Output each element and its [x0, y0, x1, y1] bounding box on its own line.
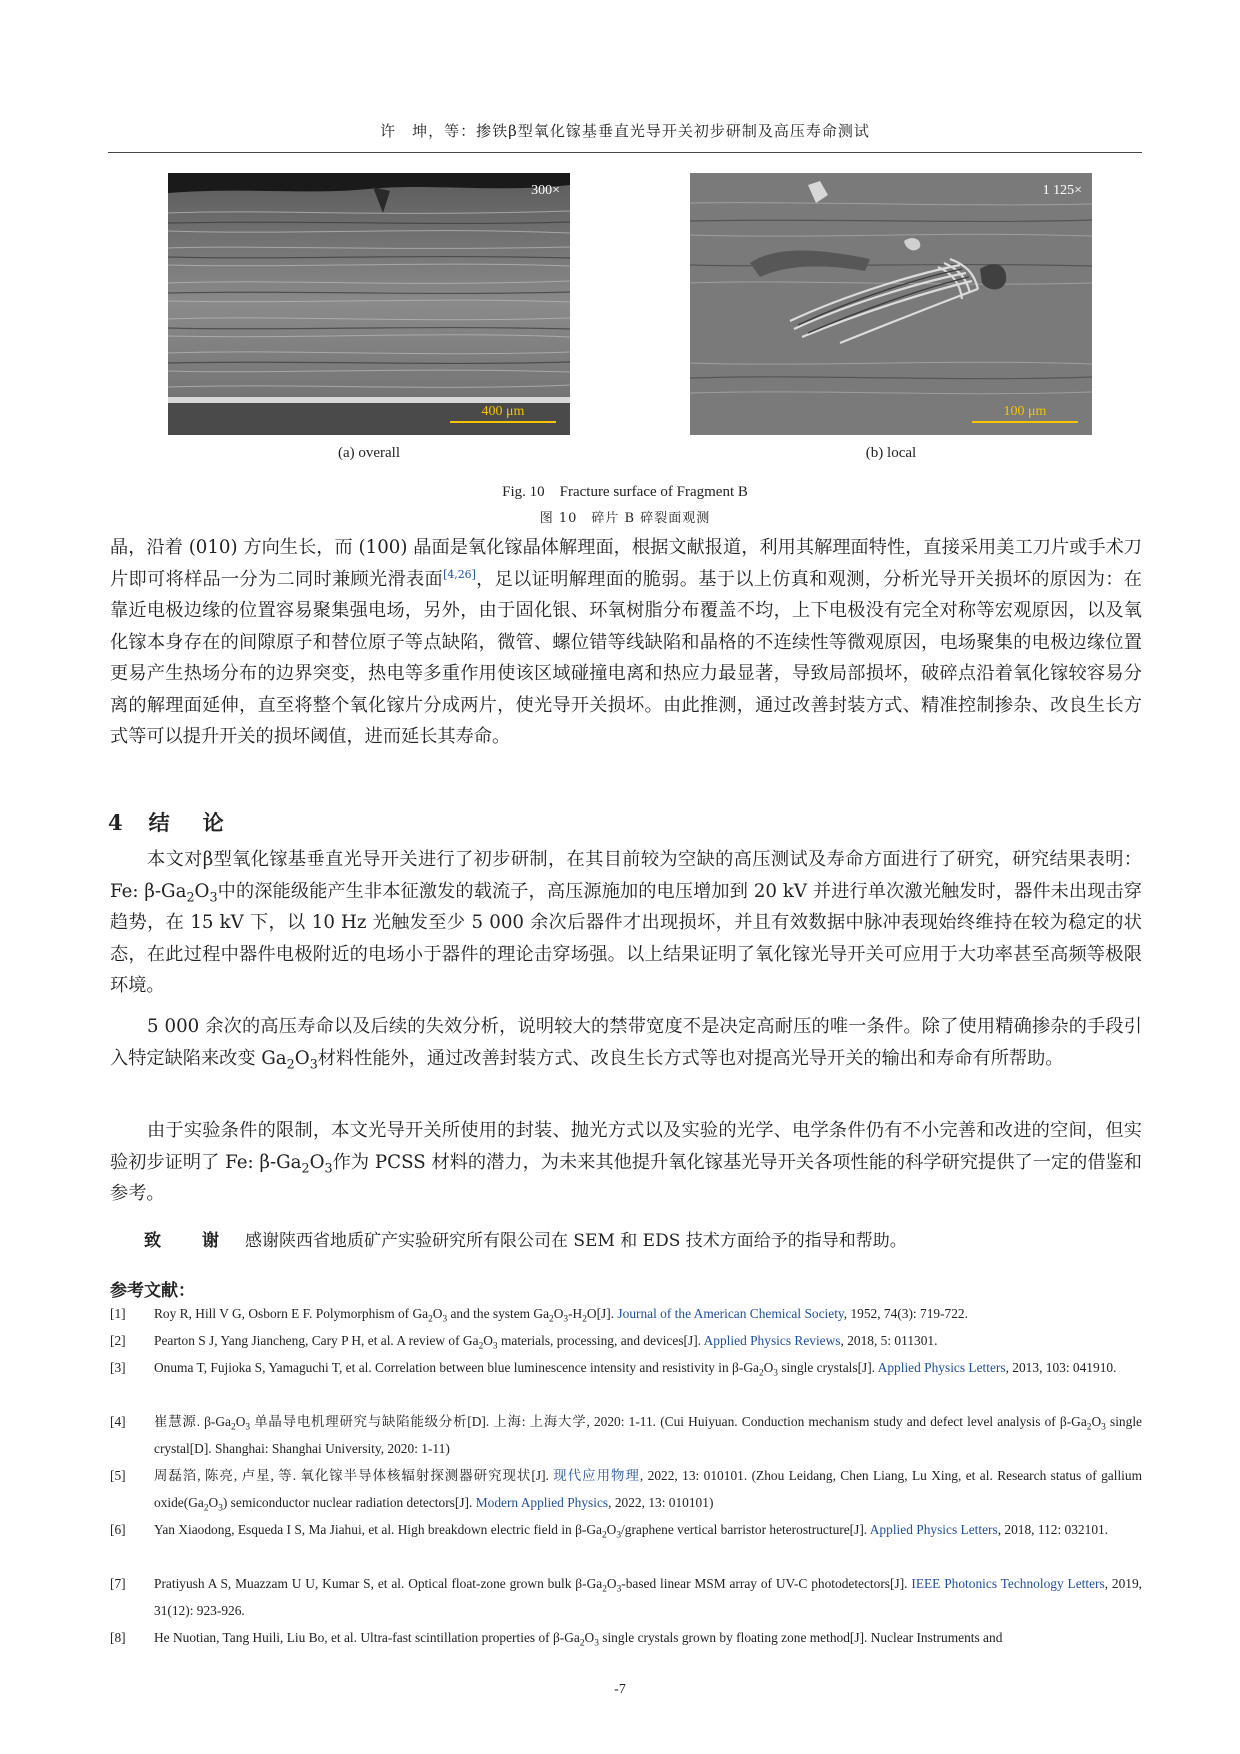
scale-bar-label: 100 μm — [1003, 404, 1047, 419]
reference-number: [2] — [110, 1333, 126, 1348]
ref-part: , 2018, 112: 032101. — [997, 1522, 1109, 1537]
paragraph-text: 晶，沿着 (010) 方向生长，而 (100) 晶面是氧化镓晶体解理面，根据文献报道，利用其解理面特性，直接采用美工刀片或手术刀片即可将样品一分为二同时兼顾光滑表面 — [110, 537, 1142, 590]
subscript: 2 — [1086, 1422, 1092, 1433]
subscript: 2 — [231, 1422, 236, 1433]
journal-link[interactable]: IEEE Photonics Technology Letters — [911, 1576, 1105, 1591]
reference-item — [110, 1354, 1142, 1381]
reference-item — [110, 1624, 1142, 1651]
formula-part: O — [432, 1306, 443, 1321]
subscript: 3 — [492, 1341, 498, 1352]
ref-part: 单晶导电机理研究与缺陷能级分析[D]. 上海: 上海大学, 2020: 1-11. (Cui Huiyuan. Conduction mechanism study and defect level analysis of β-Ga — [250, 1414, 1087, 1429]
subscript: 3 — [309, 1057, 318, 1073]
magnification-label: 1 125× — [1042, 183, 1082, 198]
references-title: 参考文献： — [110, 1281, 195, 1301]
subscript: 2 — [601, 1530, 607, 1541]
subscript: 2 — [286, 1057, 295, 1073]
formula-part: O — [294, 1047, 310, 1069]
formula-part: O — [606, 1576, 617, 1591]
ref-part: Pratiyush A S, Muazzam U U, Kumar S, et al. Optical float-zone grown bulk β-Ga — [154, 1576, 603, 1591]
reference-number: [8] — [110, 1630, 126, 1645]
reference-item — [110, 1570, 1142, 1624]
subscript: 3 — [324, 1161, 333, 1177]
reference-text — [154, 1354, 1142, 1381]
subscript: 3 — [442, 1314, 448, 1325]
ref-part: /graphene vertical barristor heterostructure[J]. — [621, 1522, 870, 1537]
ref-part: Yan Xiaodong, Esqueda I S, Ma Jiahui, et al. High breakdown electric field in β-Ga — [154, 1522, 602, 1537]
reference-text — [154, 1327, 1142, 1354]
reference-text — [154, 1300, 1142, 1327]
subscript: 3 — [209, 890, 218, 906]
sem-texture-overall — [168, 173, 570, 435]
ref-part: , 2022, 13: 010101) — [608, 1495, 714, 1510]
ref-part: , 1952, 74(3): 719-722. — [843, 1306, 968, 1321]
subscript: 3 — [1101, 1422, 1106, 1433]
reference-number: [3] — [110, 1360, 126, 1375]
paragraph-text: 作为 PCSS 材料的潜力，为未来其他提升氧化镓基光导开关各项性能的科学研究提供了一定的借鉴和参考。 — [110, 1151, 1142, 1204]
formula-part: O — [235, 1414, 246, 1429]
subscript: 2 — [602, 1584, 607, 1595]
subscript: 2 — [186, 890, 195, 906]
ref-part: ) semiconductor nuclear radiation detectors[J]. — [222, 1495, 476, 1510]
subscript: 2 — [758, 1368, 764, 1379]
formula-part: O — [584, 1630, 595, 1645]
reference-item — [110, 1300, 1142, 1327]
acknowledgement-text: 感谢陕西省地质矿产实验研究所有限公司在 SEM 和 EDS 技术方面给予的指导和帮助。 — [245, 1231, 907, 1251]
body-paragraph-4 — [110, 1115, 1142, 1210]
ref-part: Pearton S J, Yang Jiancheng, Cary P H, et al. A review of Ga — [154, 1333, 479, 1348]
journal-link[interactable]: Modern Applied Physics — [475, 1495, 609, 1510]
reference-number: [6] — [110, 1522, 126, 1537]
figure-caption-chinese: 图 10 碎片 B 碎裂面观测 — [539, 511, 711, 526]
formula-part: O — [606, 1522, 617, 1537]
subfigure-caption-a: (a) overall — [337, 445, 401, 461]
ref-part: -based linear MSM array of UV-C photodetectors[J]. — [621, 1576, 912, 1591]
section-number: 4 — [108, 810, 129, 835]
page-number: -7 — [614, 1682, 626, 1697]
subscript: 2 — [579, 1638, 585, 1649]
reference-text — [154, 1462, 1142, 1516]
sem-image-local — [690, 173, 1092, 435]
sem-texture-local — [690, 173, 1092, 435]
journal-link[interactable]: 现代应用物理 — [553, 1468, 640, 1483]
subfigure-caption-b: (b) local — [865, 445, 917, 461]
ref-part: O[J]. — [586, 1306, 618, 1321]
sem-image-overall — [168, 173, 570, 435]
scale-bar-label: 400 μm — [481, 404, 525, 419]
reference-item — [110, 1327, 1142, 1354]
formula-part: O — [483, 1333, 493, 1348]
acknowledgement-label: 致 谢 — [144, 1231, 231, 1251]
reference-number: [1] — [110, 1306, 126, 1321]
subscript: 2 — [428, 1314, 433, 1325]
formula-part: O — [194, 880, 210, 902]
journal-link[interactable]: Applied Physics Letters — [869, 1522, 998, 1537]
subscript: 3 — [616, 1530, 622, 1541]
header-rule — [108, 152, 1142, 153]
reference-text — [154, 1570, 1142, 1624]
scale-bar — [972, 404, 1078, 423]
formula-part: O — [208, 1495, 219, 1510]
paragraph-text: 由于实验条件的限制，本文光导开关所使用的封装、抛光方式以及实验的光学、电学条件仍有不小完善和改进的空间，但实验初步证明了 Fe: β-Ga — [110, 1120, 1142, 1173]
reference-text — [154, 1516, 1142, 1543]
scale-bar-line — [972, 421, 1078, 423]
magnification-label: 300× — [531, 183, 560, 198]
subscript: 3 — [218, 1503, 223, 1514]
formula-part: O — [763, 1360, 774, 1375]
ref-part: 崔慧源. β-Ga — [154, 1414, 232, 1429]
running-header: 许 坤，等：掺铁β型氧化镓基垂直光导开关初步研制及高压寿命测试 — [380, 122, 870, 140]
reference-text — [154, 1408, 1142, 1462]
subscript: 2 — [549, 1314, 554, 1325]
scale-bar-line — [450, 421, 556, 423]
formula-part: O — [309, 1151, 325, 1173]
ref-part: -H — [568, 1306, 583, 1321]
reference-item — [110, 1462, 1142, 1516]
ref-part: , 2013, 103: 041910. — [1005, 1360, 1117, 1375]
figure-caption-english: Fig. 10 Fracture surface of Fragment B — [502, 484, 748, 500]
subscript: 3 — [594, 1638, 599, 1649]
ref-part: , 2018, 5: 011301. — [840, 1333, 938, 1348]
ref-part: single crystals grown by floating zone method[J]. Nuclear Instruments and — [598, 1630, 1003, 1645]
acknowledgement — [144, 1226, 907, 1251]
formula-part: O — [553, 1306, 564, 1321]
ref-part: He Nuotian, Tang Huili, Liu Bo, et al. Ultra-fast scintillation properties of β-Ga — [154, 1630, 580, 1645]
reference-number: [5] — [110, 1468, 126, 1483]
subscript: 2 — [203, 1503, 209, 1514]
reference-item — [110, 1516, 1142, 1543]
subscript: 3 — [773, 1368, 778, 1379]
paragraph-text: 材料性能外，通过改善封装方式、改良生长方式等也对提高光导开关的输出和寿命有所帮助。 — [317, 1047, 1064, 1069]
section-heading — [108, 807, 230, 837]
body-paragraph-1 — [110, 532, 1142, 753]
subscript: 3 — [245, 1422, 251, 1433]
scale-bar — [450, 404, 556, 423]
reference-number: [4] — [110, 1414, 126, 1429]
paragraph-text: 中的深能级能产生非本征激发的载流子，高压源施加的电压增加到 20 kV 并进行单次激光触发时，器件未出现击穿趋势，在 15 kV 下，以 10 Hz 光触发至少 5 000 余次后器件才出现损坏，并且有效数据中脉冲表现始终维持在较为稳定的状态，在此过程中器件电极附近的电场小于器件的理论击穿场强。以上结果证明了氧化镓光导开关可应用于大功率甚至高频等极限环境。 — [110, 880, 1142, 996]
journal-link[interactable]: Applied Physics Reviews — [703, 1333, 841, 1348]
section-title: 结 论 — [148, 810, 230, 835]
reference-item — [110, 1408, 1142, 1462]
ref-part: single crystal[D]. Shanghai: Shanghai University, 2020: 1-11) — [154, 1414, 1142, 1456]
body-paragraph-3 — [110, 1011, 1142, 1074]
subscript: 2 — [301, 1161, 310, 1177]
citation: [4,26] — [443, 567, 476, 581]
paragraph-text: 5 000 余次的高压寿命以及后续的失效分析，说明较大的禁带宽度不是决定高耐压的唯一条件。除了使用精确掺杂的手段引入特定缺陷来改变 Ga — [110, 1016, 1142, 1069]
subscript: 3 — [616, 1584, 622, 1595]
ref-part: single crystals[J]. — [777, 1360, 878, 1375]
ref-part: 周磊箔, 陈亮, 卢星, 等. 氧化镓半导体核辐射探测器研究现状[J]. — [154, 1468, 554, 1483]
ref-part: , 2019, 31(12): 923-926. — [154, 1576, 1143, 1618]
paragraph-text: ，足以证明解理面的脆弱。基于以上仿真和观测，分析光导开关损坏的原因为：在靠近电极边缘的位置容易聚集强电场，另外，由于固化银、环氧树脂分布覆盖不均，上下电极没有完全对称等宏观原因，以及氧化镓本身存在的间隙原子和替位原子等点缺陷，微管、螺位错等线缺陷和晶格的不连续性等微观原因，电场聚集的电极边缘位置更易产生热场分布的边界突变，热电等多重作用使该区域碰撞电离和热应力最显著，导致局部损坏，破碎点沿着氧化镓较容易分离的解理面延伸，直至将整个氧化镓片分成两片，使光导开关损坏。由此推测，通过改善封装方式、精准控制掺杂、改良生长方式等可以提升开关的损坏阈值，进而延长其寿命。 — [110, 568, 1142, 747]
paragraph-text: 本文对β型氧化镓基垂直光导开关进行了初步研制，在其目前较为空缺的高压测试及寿命方面进行了研究，研究结果表明：Fe: β-Ga — [110, 849, 1142, 902]
body-paragraph-2 — [110, 844, 1142, 1002]
subscript: 2 — [478, 1341, 484, 1352]
ref-part: , 2022, 13: 010101. (Zhou Leidang, Chen Liang, Lu Xing, et al. Research status of gallium oxide(Ga — [154, 1468, 1143, 1510]
ref-part: Onuma T, Fujioka S, Yamaguchi T, et al. Correlation between blue luminescence intensity and resistivity in β-Ga — [154, 1360, 759, 1375]
subscript: 2 — [582, 1314, 587, 1325]
subscript: 3 — [563, 1314, 569, 1325]
ref-part: and the system Ga — [447, 1306, 550, 1321]
journal-link[interactable]: Applied Physics Letters — [877, 1360, 1006, 1375]
reference-text — [154, 1624, 1142, 1651]
ref-part: materials, processing, and devices[J]. — [497, 1333, 704, 1348]
ref-part: Roy R, Hill V G, Osborn E F. Polymorphism of Ga — [154, 1306, 429, 1321]
formula-part: O — [1091, 1414, 1102, 1429]
journal-link[interactable]: Journal of the American Chemical Society — [617, 1306, 844, 1321]
reference-number: [7] — [110, 1576, 126, 1591]
